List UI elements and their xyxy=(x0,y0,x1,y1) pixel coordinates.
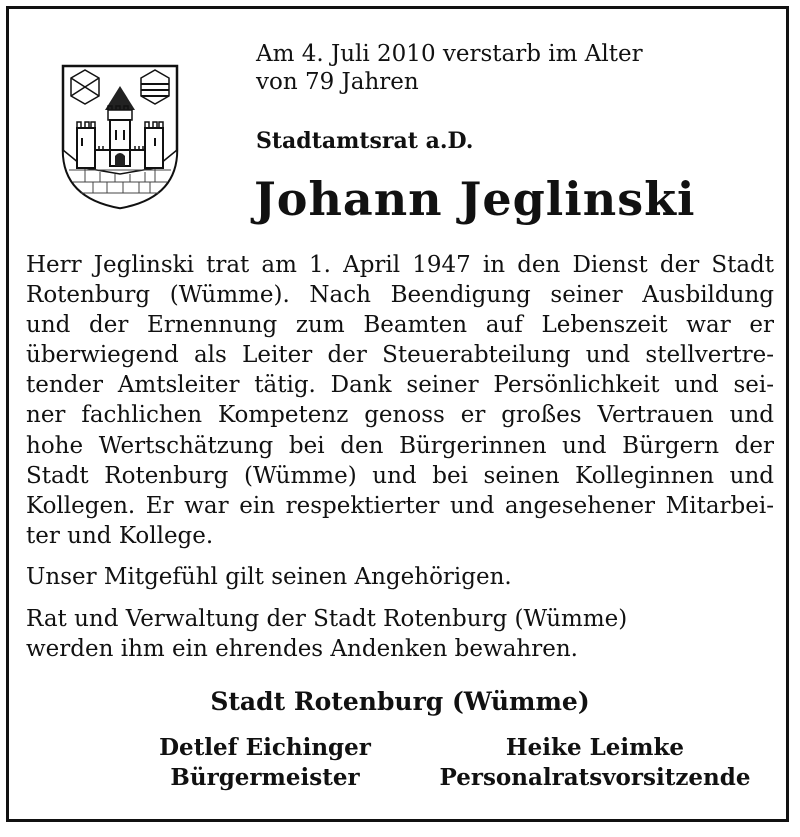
remembrance-line: Rat und Verwaltung der Stadt Rotenburg (Wümme) xyxy=(26,606,628,632)
body-line: tender Amtsleiter tätig. Dank seiner Persönlichkeit und sei- xyxy=(26,372,774,399)
signatory-title: Bürgermeister xyxy=(170,764,360,791)
body-line: Kollegen. Er war ein respektierter und angesehener Mitarbei- xyxy=(26,492,774,519)
sympathy-paragraph xyxy=(26,562,512,592)
body-line: Herr Jeglinski trat am 1. April 1947 in den Dienst der Stadt xyxy=(26,252,774,278)
remembrance-line: werden ihm ein ehrendes Andenken bewahren. xyxy=(26,636,578,662)
body-line: Rotenburg (Wümme). Nach Beendigung seiner Ausbildung xyxy=(26,282,774,309)
obituary-body xyxy=(26,250,774,551)
city-coat-of-arms-icon xyxy=(55,58,185,213)
signatory-name: Heike Leimke xyxy=(505,734,685,761)
body-line: ter und Kollege. xyxy=(26,522,214,549)
signatory-title: Personalratsvorsitzende xyxy=(439,764,751,791)
deceased-name: Johann Jeglinski xyxy=(254,172,696,226)
intro-line-1: Am 4. Juli 2010 verstarb im Alter xyxy=(256,41,643,67)
signatory-name: Detlef Eichinger xyxy=(159,734,371,761)
sympathy-line: Unser Mitgefühl gilt seinen Angehörigen. xyxy=(26,564,512,590)
signatory-staff-council xyxy=(420,733,770,793)
body-line: Stadt Rotenburg (Wümme) und bei seinen Kolleginnen und xyxy=(26,462,774,489)
deceased-rank: Stadtamtsrat a.D. xyxy=(256,128,474,154)
body-line: hohe Wertschätzung bei den Bürgerinnen und Bürgern der xyxy=(26,432,774,459)
remembrance-paragraph xyxy=(26,604,627,664)
issuing-city: Stadt Rotenburg (Wümme) xyxy=(210,687,590,716)
body-line: ner fachlichen Kompetenz genoss er großes Vertrauen und xyxy=(26,402,774,429)
signatory-mayor xyxy=(130,733,400,793)
body-line: überwiegend als Leiter der Steuerabteilung und stellvertre- xyxy=(26,342,774,369)
body-line: und der Ernennung zum Beamten auf Lebenszeit war er xyxy=(26,312,774,339)
intro-line-2: von 79 Jahren xyxy=(256,69,419,95)
